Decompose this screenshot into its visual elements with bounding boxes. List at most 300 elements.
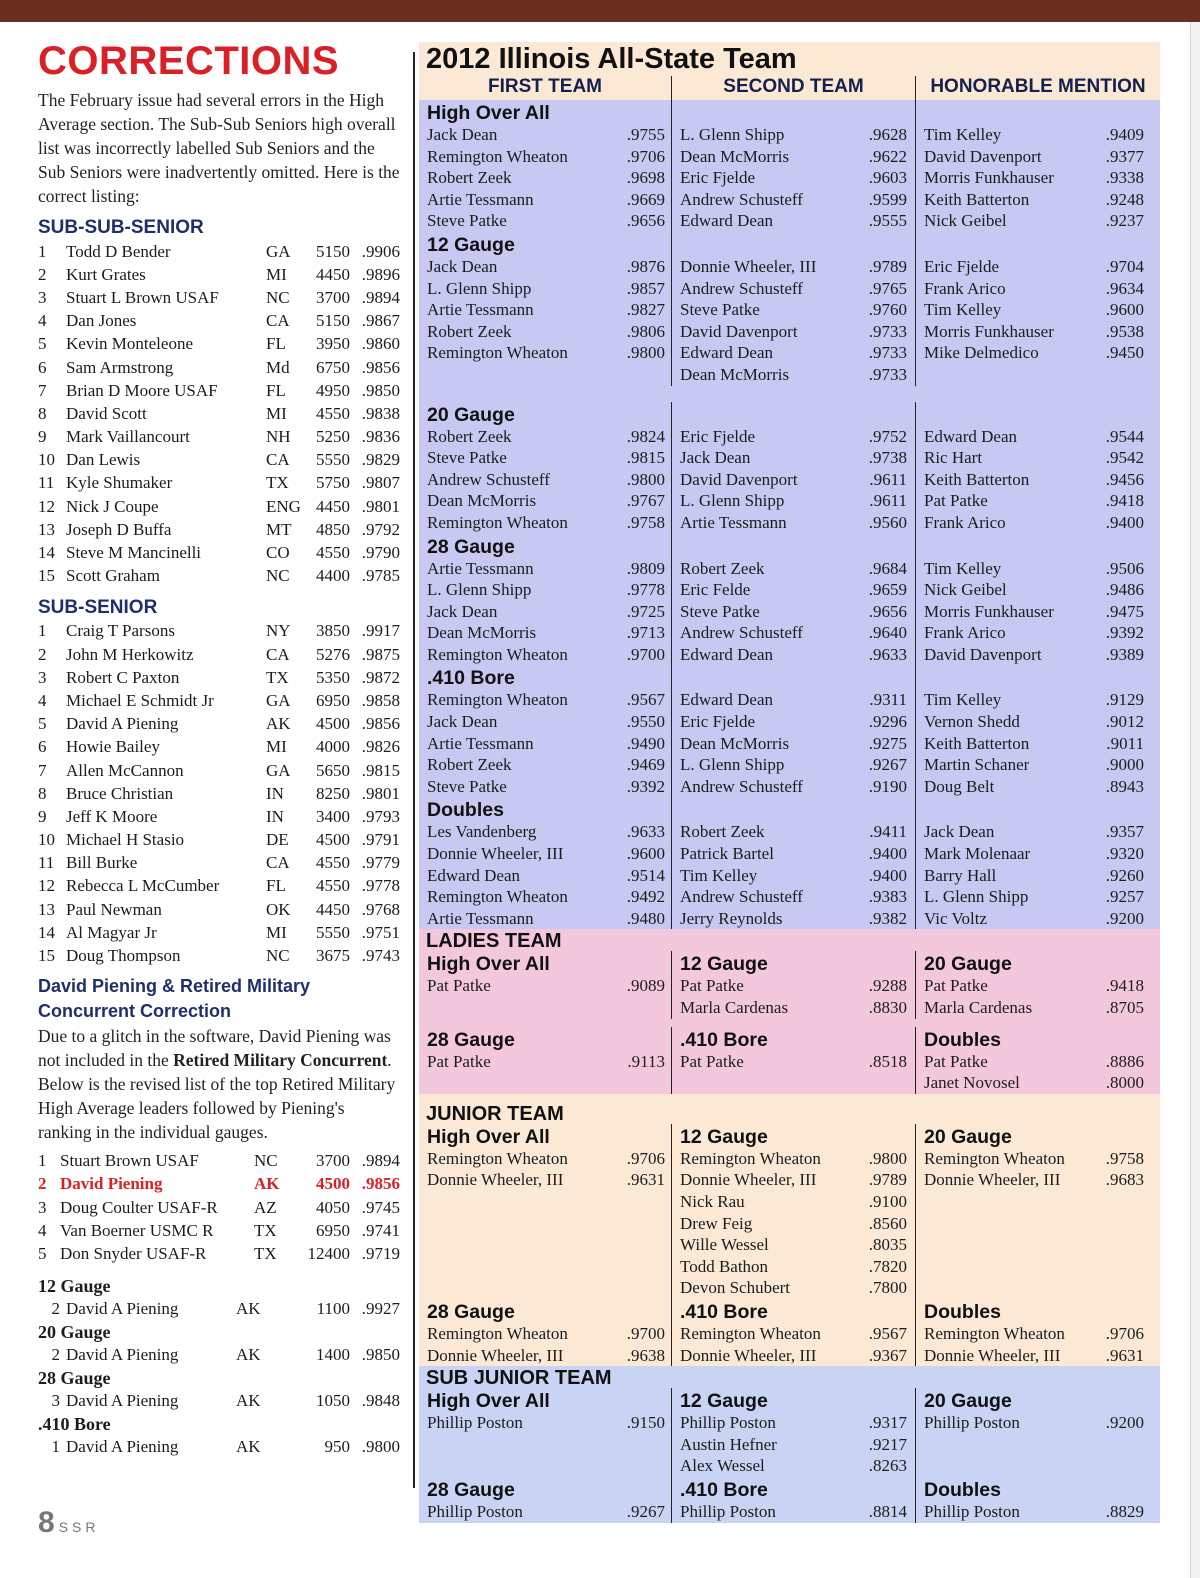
score-row — [427, 321, 665, 343]
category-columns — [419, 665, 1160, 797]
cell-state: TX — [266, 667, 289, 687]
gauge-rank-row — [38, 1344, 400, 1366]
shooter-score: .8263 — [868, 1456, 907, 1476]
score-row — [924, 447, 1144, 469]
score-row — [680, 278, 907, 300]
score-row — [427, 210, 665, 232]
junior-team-title: JUNIOR TEAM — [426, 1102, 564, 1125]
shooter-name: Pat Patke — [924, 976, 988, 996]
shooter-name: Dean McMorris — [427, 491, 537, 511]
shooter-score: .9392 — [1105, 623, 1144, 643]
gauge-heading: .410 Bore — [38, 1413, 111, 1434]
score-row — [924, 908, 1144, 930]
piening-gauge-list — [38, 1274, 400, 1458]
cell-name: Van Boerner USMC R — [60, 1220, 214, 1240]
sub-sub-senior-row — [38, 333, 400, 356]
score-row — [924, 189, 1144, 211]
score-row — [680, 975, 907, 997]
shooter-name: Frank Arico — [924, 623, 1006, 643]
cell-rank: 2 — [38, 1174, 47, 1194]
cell-avg: .9856 — [361, 714, 400, 734]
cell-targets: 4550 — [316, 853, 350, 873]
shooter-name: Edward Dean — [680, 343, 773, 363]
score-row — [680, 843, 907, 865]
team-section-col — [915, 1388, 1160, 1477]
sub-senior-row — [38, 643, 400, 666]
cell-rank: 8 — [38, 403, 47, 423]
category-columns — [419, 232, 1160, 386]
team-section-col — [915, 1299, 1160, 1366]
shooter-name: Tim Kelley — [924, 690, 1002, 710]
sub-junior-section-2 — [419, 1477, 1160, 1523]
shooter-score: .9659 — [868, 580, 907, 600]
ladies-section-1 — [419, 951, 1160, 1018]
all-state-title: 2012 Illinois All-State Team — [419, 42, 1160, 76]
shooter-score: .9409 — [1105, 125, 1144, 144]
category-heading: Doubles — [924, 1300, 1001, 1323]
shooter-score: .9631 — [626, 1170, 665, 1190]
score-row — [924, 256, 1144, 278]
cell-name: Kevin Monteleone — [66, 334, 193, 354]
cell-name: Robert C Paxton — [66, 667, 180, 687]
score-row — [680, 997, 907, 1019]
gauge-heading: 12 Gauge — [38, 1275, 111, 1296]
score-row — [680, 1434, 907, 1456]
gauge-rank-table — [38, 1390, 400, 1412]
shooter-name: Edward Dean — [680, 690, 773, 710]
team-section-col — [419, 1477, 671, 1523]
shooter-score: .8830 — [868, 998, 907, 1017]
cell-avg: .9896 — [361, 264, 400, 284]
cell-avg: .9856 — [361, 1174, 400, 1194]
category-heading: Doubles — [924, 1478, 1001, 1501]
score-row — [427, 754, 665, 776]
shooter-score: .9411 — [869, 822, 907, 842]
shooter-name: Drew Feig — [680, 1213, 753, 1233]
shooter-score: .9767 — [626, 491, 665, 511]
cell-avg: .9719 — [361, 1243, 400, 1263]
shooter-name: Edward Dean — [680, 211, 773, 231]
score-row — [924, 821, 1144, 843]
shooter-score: .9806 — [626, 321, 665, 341]
piening-text-b: . Below is the revised list of the top Retired Military High Average leaders followed by Piening's ranking in the individual gauges. — [38, 1049, 396, 1142]
cell-state: NC — [266, 566, 290, 586]
gauge-28-section — [419, 534, 1160, 666]
team-section-col — [915, 1027, 1160, 1094]
gauge-rank-table — [38, 1344, 400, 1366]
cell-state: MI — [266, 264, 287, 284]
cell-state: TX — [266, 473, 289, 493]
cell-targets: 6750 — [316, 357, 350, 377]
cell-targets: 4500 — [316, 830, 350, 850]
cell-state: CA — [266, 450, 290, 470]
cell-name: Don Snyder USAF-R — [60, 1243, 207, 1263]
shooter-name: Jack Dean — [427, 712, 498, 732]
shooter-name: L. Glenn Shipp — [924, 887, 1029, 907]
shooter-name: Remington Wheaton — [924, 1323, 1065, 1343]
shooter-score: .9600 — [1105, 300, 1144, 320]
shooter-score: .9789 — [868, 1170, 907, 1190]
shooter-score: .7820 — [868, 1256, 907, 1276]
score-row — [924, 843, 1144, 865]
team-section-columns — [419, 1388, 1160, 1477]
all-state-column — [419, 42, 1160, 1523]
shooter-name: Donnie Wheeler, III — [427, 1345, 564, 1365]
shooter-name: Phillip Poston — [680, 1501, 776, 1521]
shooter-score: .9012 — [1105, 712, 1144, 732]
shooter-name: Keith Batterton — [924, 469, 1030, 489]
team-section-col — [671, 1477, 915, 1523]
shooter-name: Andrew Schusteff — [680, 776, 803, 796]
shooter-score: .9089 — [626, 976, 665, 996]
score-row — [427, 1412, 665, 1434]
team-section-col — [671, 1299, 915, 1366]
shooter-score: .9367 — [868, 1345, 907, 1365]
sub-sub-senior-row — [38, 240, 400, 263]
cell-rank: 5 — [38, 1243, 47, 1263]
cell-name: Howie Bailey — [66, 737, 160, 757]
score-row — [680, 733, 907, 755]
shooter-name: Remington Wheaton — [427, 146, 568, 166]
shooter-name: Jack Dean — [427, 125, 498, 144]
cell-targets: 12400 — [307, 1243, 350, 1263]
shooter-score: .7800 — [868, 1278, 907, 1298]
cell-avg: .9894 — [361, 1151, 400, 1171]
score-row — [924, 299, 1144, 321]
shooter-score: .9733 — [868, 343, 907, 363]
shooter-name: Artie Tessmann — [427, 733, 534, 753]
ladies-team-block — [419, 929, 1160, 1093]
shooter-name: Steve Patke — [427, 448, 507, 468]
score-row — [924, 1501, 1144, 1523]
cell-avg: .9838 — [361, 403, 400, 423]
shooter-name: David Davenport — [680, 321, 798, 341]
category-heading: 20 Gauge — [924, 1390, 1012, 1413]
category-heading: .410 Bore — [680, 1300, 768, 1323]
shooter-name: Alex Wessel — [680, 1456, 765, 1476]
cell-state: AK — [236, 1436, 261, 1456]
shooter-score: .9296 — [868, 712, 907, 732]
retired-military-row — [38, 1150, 400, 1173]
bore-410-section — [419, 665, 1160, 797]
cell-targets: 5750 — [316, 473, 350, 493]
retired-military-row — [38, 1242, 400, 1265]
shooter-score: .9469 — [626, 755, 665, 775]
team-section-col — [671, 951, 915, 1018]
cell-avg: .9743 — [361, 946, 400, 966]
category-heading: 12 Gauge — [680, 953, 768, 976]
score-row — [680, 886, 907, 908]
cell-rank: 7 — [38, 380, 47, 400]
shooter-score: .9418 — [1105, 491, 1144, 511]
cell-targets: 4950 — [316, 380, 350, 400]
shooter-name: L. Glenn Shipp — [680, 755, 785, 775]
score-row — [680, 512, 907, 534]
shooter-score: .9450 — [1105, 343, 1144, 363]
ladies-section-2 — [419, 1027, 1160, 1094]
team-section-col — [419, 1124, 671, 1299]
score-row — [680, 1277, 907, 1299]
cell-state: CA — [266, 311, 290, 331]
cell-name: Doug Coulter USAF-R — [60, 1197, 218, 1217]
score-row — [680, 1455, 907, 1477]
shooter-score: .9738 — [868, 448, 907, 468]
cell-name: Kyle Shumaker — [66, 473, 173, 493]
cell-avg: .9875 — [361, 644, 400, 664]
corrections-column — [38, 38, 400, 1458]
shooter-name: Eric Fjelde — [680, 712, 756, 732]
cell-targets: 3400 — [316, 806, 350, 826]
score-row — [680, 146, 907, 168]
category-heading: Doubles — [924, 1028, 1001, 1051]
magazine-mark: SSR — [58, 1519, 100, 1535]
sub-senior-row — [38, 805, 400, 828]
cell-name: Dan Jones — [66, 311, 137, 331]
shooter-score: .8035 — [868, 1235, 907, 1255]
score-row — [924, 579, 1144, 601]
cell-state: AK — [266, 714, 291, 734]
shooter-score: .9827 — [626, 300, 665, 320]
shooter-name: L. Glenn Shipp — [427, 580, 532, 600]
sub-senior-row — [38, 829, 400, 852]
shooter-name: Andrew Schusteff — [680, 887, 803, 907]
shooter-name: Edward Dean — [924, 426, 1017, 446]
sub-senior-row — [38, 921, 400, 944]
cell-targets: 4550 — [316, 543, 350, 563]
shooter-name: Frank Arico — [924, 278, 1006, 298]
cell-rank: 1 — [51, 1436, 60, 1456]
shooter-score: .9713 — [626, 623, 665, 643]
score-row — [680, 210, 907, 232]
shooter-name: Remington Wheaton — [427, 343, 568, 363]
shooter-name: Keith Batterton — [924, 733, 1030, 753]
score-row — [924, 1345, 1144, 1367]
shooter-name: Artie Tessmann — [680, 512, 787, 532]
shooter-score: .9560 — [868, 512, 907, 532]
cell-targets: 4050 — [316, 1197, 350, 1217]
cell-rank: 2 — [51, 1298, 60, 1318]
shooter-score: .9456 — [1105, 469, 1144, 489]
shooter-name: Mark Molenaar — [924, 844, 1031, 864]
junior-section-2 — [419, 1299, 1160, 1366]
shooter-name: Remington Wheaton — [427, 644, 568, 664]
shooter-score: .9320 — [1105, 844, 1144, 864]
shooter-score: .9599 — [868, 189, 907, 209]
team-section-col — [671, 1124, 915, 1299]
cell-avg: .9850 — [361, 380, 400, 400]
category-heading: High Over All — [427, 953, 550, 976]
category-heading: 28 Gauge — [427, 1028, 515, 1051]
score-row — [680, 622, 907, 644]
score-row — [427, 512, 665, 534]
cell-state: NC — [266, 287, 290, 307]
score-row — [924, 1148, 1144, 1170]
shooter-score: .9706 — [626, 1148, 665, 1168]
shooter-score: .9800 — [626, 469, 665, 489]
gauge-rank-table — [38, 1436, 400, 1458]
category-spacer — [924, 534, 1144, 558]
sub-sub-senior-row — [38, 541, 400, 564]
shooter-score: .9338 — [1105, 168, 1144, 188]
shooter-name: Donnie Wheeler, III — [680, 256, 817, 276]
cell-avg: .9741 — [361, 1220, 400, 1240]
shooter-score: .9113 — [627, 1051, 665, 1071]
hm-col — [915, 665, 1160, 797]
shooter-name: Robert Zeek — [427, 755, 512, 775]
shooter-score: .9480 — [626, 908, 665, 928]
piening-text-bold: Retired Military Concurrent — [173, 1049, 388, 1070]
shooter-score: .9700 — [626, 644, 665, 664]
cell-state: FL — [266, 876, 286, 896]
shooter-name: Tim Kelley — [924, 558, 1002, 578]
honorable-mention-header: HONORABLE MENTION — [915, 76, 1160, 100]
cell-name: Dan Lewis — [66, 450, 141, 470]
cell-avg: .9779 — [361, 853, 400, 873]
score-row — [680, 1412, 907, 1434]
cell-rank: 12 — [38, 496, 55, 516]
sub-sub-senior-row — [38, 449, 400, 472]
cell-rank: 11 — [38, 853, 55, 873]
cell-rank: 9 — [38, 427, 47, 447]
cell-rank: 12 — [38, 876, 55, 896]
shooter-score: .9311 — [869, 690, 907, 710]
cell-avg: .9801 — [361, 496, 400, 516]
shooter-name: Steve Patke — [427, 211, 507, 231]
shooter-score: .9611 — [869, 491, 907, 511]
score-row — [924, 512, 1144, 534]
shooter-score: .9634 — [1105, 278, 1144, 298]
cell-avg: .9836 — [361, 427, 400, 447]
cell-avg: .9848 — [361, 1390, 400, 1410]
cell-rank: 7 — [38, 760, 47, 780]
shooter-name: Pat Patke — [924, 491, 988, 511]
team-column-headers — [419, 76, 1160, 100]
gauge-rank-table — [38, 1298, 400, 1320]
shooter-name: Eric Fjelde — [680, 426, 756, 446]
cell-state: AK — [236, 1344, 261, 1364]
shooter-name: Tim Kelley — [924, 125, 1002, 144]
shooter-name: Doug Belt — [924, 776, 995, 796]
score-row — [427, 689, 665, 711]
cell-name: David Scott — [66, 403, 147, 423]
cell-name: Bruce Christian — [66, 783, 174, 803]
shooter-score: .9237 — [1105, 211, 1144, 231]
cell-targets: 5550 — [316, 922, 350, 942]
score-row — [427, 189, 665, 211]
score-row — [924, 622, 1144, 644]
cell-avg: .9867 — [361, 311, 400, 331]
cell-rank: 1 — [38, 241, 47, 261]
cell-avg: .9778 — [361, 876, 400, 896]
shooter-name: Nick Geibel — [924, 580, 1007, 600]
piening-heading: David Piening & Retired Military Concurrent Correction — [38, 975, 311, 1021]
junior-team-block — [419, 1094, 1160, 1366]
shooter-name: Phillip Poston — [427, 1413, 523, 1433]
cell-name: Paul Newman — [66, 899, 162, 919]
shooter-score: .9400 — [868, 865, 907, 885]
shooter-score: .9567 — [626, 690, 665, 710]
score-row — [427, 299, 665, 321]
cell-avg: .9856 — [361, 357, 400, 377]
score-row — [924, 278, 1144, 300]
shooter-score: .9506 — [1105, 558, 1144, 578]
sub-sub-senior-row — [38, 263, 400, 286]
cell-avg: .9917 — [361, 621, 400, 641]
cell-name: David A Piening — [66, 1436, 179, 1456]
shooter-score: .9389 — [1105, 644, 1144, 664]
shooter-score: .9100 — [868, 1191, 907, 1211]
cell-name: Sam Armstrong — [66, 357, 174, 377]
score-row — [680, 1501, 907, 1523]
shooter-score: .9357 — [1105, 822, 1144, 842]
score-row — [924, 689, 1144, 711]
category-spacer — [680, 402, 907, 426]
first-team-header: FIRST TEAM — [488, 76, 602, 97]
shooter-score: .9700 — [626, 1323, 665, 1343]
cell-avg: .9785 — [361, 566, 400, 586]
cell-state: CA — [266, 853, 290, 873]
sub-sub-senior-row — [38, 286, 400, 309]
cell-targets: 3675 — [316, 946, 350, 966]
score-row — [427, 256, 665, 278]
shooter-score: .9382 — [868, 908, 907, 928]
cell-rank: 5 — [38, 714, 47, 734]
cell-name: David A Piening — [66, 1344, 179, 1364]
cell-state: FL — [266, 380, 286, 400]
cell-targets: 4550 — [316, 403, 350, 423]
shooter-score: .9248 — [1105, 189, 1144, 209]
shooter-score: .9190 — [868, 776, 907, 796]
score-row — [924, 1323, 1144, 1345]
category-spacer — [680, 100, 907, 124]
shooter-score: .9611 — [869, 469, 907, 489]
cell-avg: .9790 — [361, 543, 400, 563]
team-section-col — [419, 1027, 671, 1094]
score-row — [924, 146, 1144, 168]
shooter-score: .9538 — [1105, 321, 1144, 341]
shooter-score: .9200 — [1105, 908, 1144, 928]
shooter-name: Pat Patke — [427, 976, 491, 996]
shooter-score: .9567 — [868, 1323, 907, 1343]
shooter-score: .9698 — [626, 168, 665, 188]
sub-sub-senior-heading: SUB-SUB-SENIOR — [38, 217, 204, 238]
cell-rank: 2 — [51, 1344, 60, 1364]
shooter-score: .9514 — [626, 865, 665, 885]
sub-senior-row — [38, 666, 400, 689]
cell-state: TX — [254, 1243, 277, 1263]
sub-junior-team-block — [419, 1366, 1160, 1522]
shooter-score: .9800 — [868, 1148, 907, 1168]
score-row — [680, 426, 907, 448]
shooter-score: .9544 — [1105, 426, 1144, 446]
first-team-col — [419, 797, 671, 929]
category-heading: High Over All — [427, 102, 550, 124]
cell-name: David A Piening — [66, 1298, 179, 1318]
gauge-heading: 20 Gauge — [38, 1321, 111, 1342]
category-spacer — [924, 402, 1144, 426]
score-row — [427, 167, 665, 189]
shooter-score: .9150 — [626, 1413, 665, 1433]
cell-name: Brian D Moore USAF — [66, 380, 218, 400]
sub-senior-row — [38, 875, 400, 898]
cell-avg: .9906 — [361, 241, 400, 261]
score-row — [924, 865, 1144, 887]
cell-rank: 4 — [38, 690, 47, 710]
cell-name: Steve M Mancinelli — [66, 543, 202, 563]
shooter-name: Steve Patke — [680, 601, 760, 621]
cell-name: Todd D Bender — [66, 241, 171, 261]
cell-name: Nick J Coupe — [66, 496, 159, 516]
